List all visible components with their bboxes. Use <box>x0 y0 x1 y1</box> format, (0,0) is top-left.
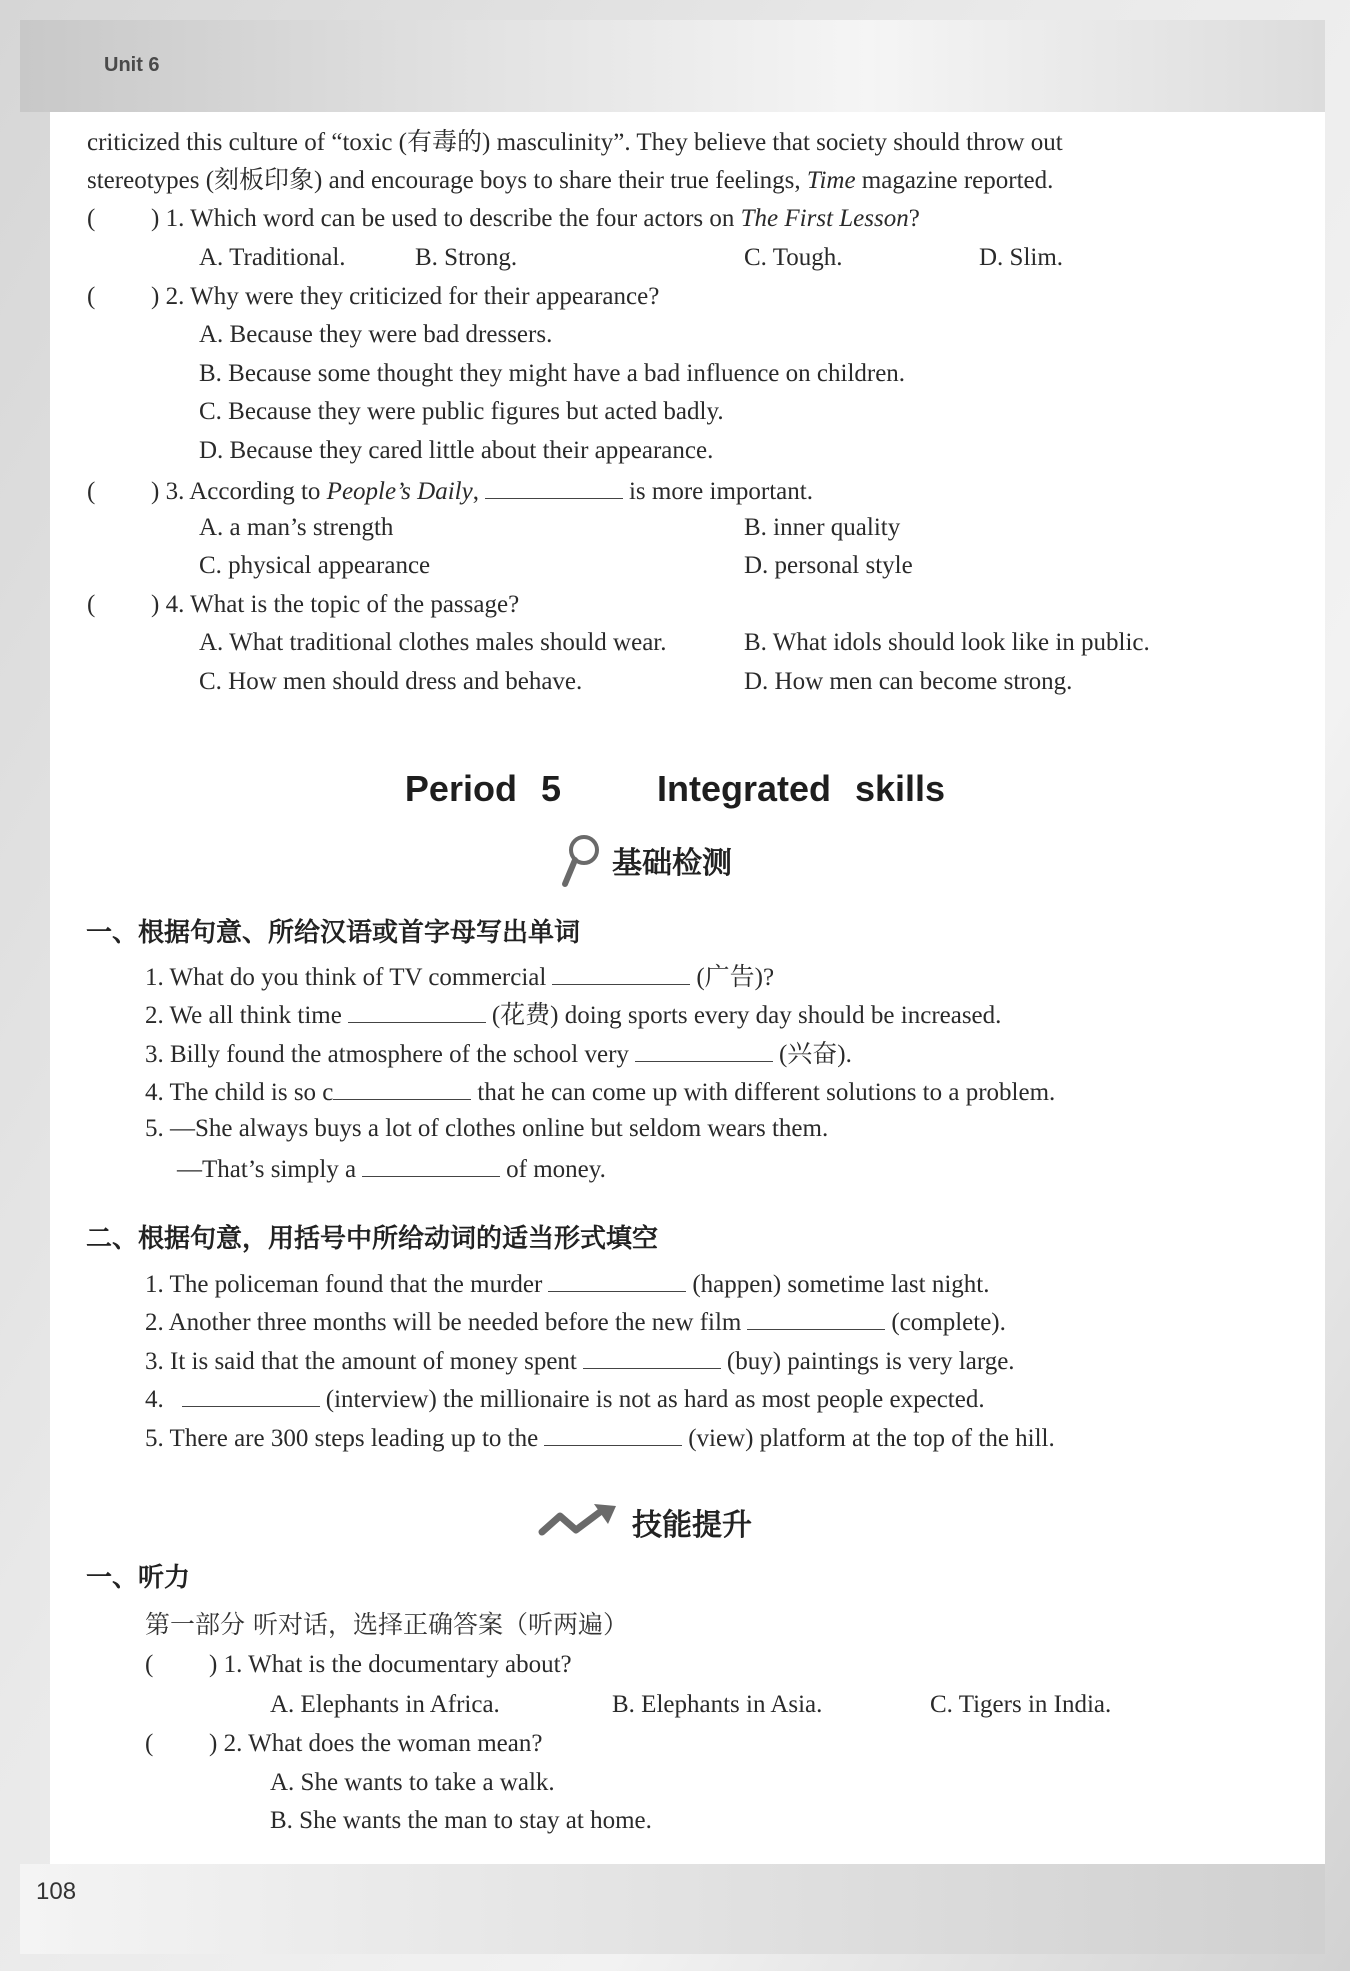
option-b: B. inner quality <box>744 514 901 541</box>
passage-line-2-text: stereotypes (刻板印象) and encourage boys to share their true feelings, <box>87 167 807 194</box>
skills-section-label: 技能提升 <box>632 1508 752 1543</box>
item-hint: (interview) the millionaire is not as hard as most people expected. <box>325 1386 985 1413</box>
part1-item-1 <box>145 960 774 993</box>
part1-item-5 <box>145 1114 828 1144</box>
option-b: B. Strong. <box>415 244 518 271</box>
unit-label: Unit 6 <box>104 54 160 76</box>
question-number: ) 2. <box>209 1730 249 1757</box>
option-c: C. Tough. <box>744 244 843 271</box>
option-d: D. Slim. <box>979 244 1064 271</box>
question-stem: What is the documentary about? <box>248 1651 572 1678</box>
option-b: B. She wants the man to stay at home. <box>270 1807 652 1834</box>
question-number: ) 3. <box>151 478 190 505</box>
item-hint: (happen) sometime last night. <box>692 1271 990 1298</box>
question-number: ) 4. <box>151 591 191 618</box>
skills-section-badge <box>538 1500 752 1544</box>
part1-item-2 <box>145 998 1001 1031</box>
option-c: C. Because they were public figures but acted badly. <box>199 398 724 425</box>
answer-blank[interactable] <box>348 998 486 1023</box>
part1-item-5-reply <box>177 1152 606 1185</box>
header-band <box>20 20 1325 112</box>
magnifier-icon <box>560 832 600 888</box>
answer-blank[interactable] <box>362 1152 500 1177</box>
answer-blank[interactable] <box>583 1344 721 1369</box>
answer-blank[interactable] <box>747 1305 885 1330</box>
passage-line-2 <box>87 166 1053 196</box>
item-text: 1. The policeman found that the murder <box>145 1271 543 1298</box>
item-text: —That’s simply a <box>177 1156 357 1183</box>
option-a: A. What traditional clothes males should wear. <box>199 629 667 656</box>
answer-paren-open: ( <box>87 205 96 232</box>
item-hint: (complete). <box>891 1309 1006 1336</box>
listening-heading: 一、听力 <box>86 1563 191 1593</box>
question-stem: Which word can be used to describe the four actors on <box>190 205 741 232</box>
magazine-name: Time <box>806 167 856 194</box>
question-stem-tail: ? <box>908 205 920 232</box>
item-text: 5. There are 300 steps leading up to the <box>145 1425 539 1452</box>
question-stem: What is the topic of the passage? <box>190 591 520 618</box>
footer-band <box>20 1864 1325 1954</box>
answer-blank[interactable] <box>485 474 623 499</box>
item-text: 5. —She always buys a lot of clothes online but seldom wears them. <box>145 1115 829 1142</box>
option-b: B. What idols should look like in public. <box>744 629 1150 656</box>
option-a: A. Because they were bad dressers. <box>199 321 553 348</box>
part1-item-4 <box>145 1075 1055 1108</box>
item-text: 3. It is said that the amount of money spent <box>145 1348 577 1375</box>
part2-item-3 <box>145 1344 1015 1377</box>
option-c: C. physical appearance <box>199 552 431 579</box>
listening-question-1 <box>145 1650 572 1680</box>
part2-heading: 二、根据句意，用括号中所给动词的适当形式填空 <box>86 1224 659 1254</box>
listening-subheading: 第一部分 听对话，选择正确答案（听两遍） <box>145 1610 628 1639</box>
option-b: B. Elephants in Asia. <box>612 1691 823 1718</box>
option-c: C. How men should dress and behave. <box>199 668 583 695</box>
reading-question-4 <box>87 590 519 620</box>
option-a: A. a man’s strength <box>199 514 394 541</box>
answer-paren-open: ( <box>145 1730 154 1757</box>
reading-question-1 <box>87 204 920 234</box>
option-a: A. Elephants in Africa. <box>270 1691 500 1718</box>
item-text: 4. The child is so c <box>145 1079 334 1106</box>
period-title: Period 5 Integrated skills <box>404 768 946 809</box>
newspaper-name: People’s Daily <box>326 478 473 505</box>
item-hint: of money. <box>506 1156 606 1183</box>
option-d: D. personal style <box>744 552 913 579</box>
question-stem: According to <box>189 478 327 505</box>
passage-line-1: criticized this culture of “toxic (有毒的) masculinity”. They believe that society should throw out <box>87 129 1063 156</box>
option-d: D. How men can become strong. <box>744 668 1073 695</box>
answer-blank[interactable] <box>552 960 690 985</box>
part1-item-3 <box>145 1037 852 1070</box>
item-hint: (兴奋). <box>778 1041 852 1068</box>
option-a: A. Traditional. <box>199 244 346 271</box>
part2-item-2 <box>145 1305 1006 1338</box>
question-number: ) 2. <box>151 283 191 310</box>
option-d: D. Because they cared little about their appearance. <box>199 437 714 464</box>
reading-question-2 <box>87 282 659 312</box>
question-number: ) 1. <box>209 1651 249 1678</box>
part1-heading: 一、根据句意、所给汉语或首字母写出单词 <box>86 918 581 948</box>
answer-paren-open: ( <box>87 591 96 618</box>
item-hint: (buy) paintings is very large. <box>726 1348 1015 1375</box>
item-text: 2. We all think time <box>145 1002 342 1029</box>
item-text: 3. Billy found the atmosphere of the school very <box>145 1041 629 1068</box>
basic-section-badge <box>560 832 732 888</box>
question-stem-comma: , <box>472 478 479 505</box>
question-stem: Why were they criticized for their appearance? <box>190 283 660 310</box>
answer-paren-open: ( <box>87 478 96 505</box>
answer-blank[interactable] <box>544 1421 682 1446</box>
answer-blank[interactable] <box>635 1037 773 1062</box>
answer-blank[interactable] <box>333 1075 471 1100</box>
item-text: 4. <box>145 1386 164 1413</box>
answer-blank[interactable] <box>182 1382 320 1407</box>
item-hint: (广告)? <box>696 964 775 991</box>
item-text: 2. Another three months will be needed before the new film <box>145 1309 742 1336</box>
part2-item-5 <box>145 1421 1055 1454</box>
item-hint: (view) platform at the top of the hill. <box>688 1425 1055 1452</box>
answer-paren-open: ( <box>87 283 96 310</box>
basic-section-label: 基础检测 <box>612 846 732 881</box>
option-a: A. She wants to take a walk. <box>270 1769 555 1796</box>
program-name: The First Lesson <box>740 205 909 232</box>
item-hint: (花费) doing sports every day should be increased. <box>491 1002 1002 1029</box>
answer-blank[interactable] <box>548 1267 686 1292</box>
option-b: B. Because some thought they might have a bad influence on children. <box>199 360 906 387</box>
part2-item-4 <box>145 1382 985 1415</box>
page-number: 108 <box>36 1878 77 1905</box>
question-stem-tail: is more important. <box>628 478 813 505</box>
question-stem: What does the woman mean? <box>248 1730 543 1757</box>
answer-paren-open: ( <box>145 1651 154 1678</box>
passage-line-2-tail: magazine reported. <box>855 167 1054 194</box>
item-hint: that he can come up with different solutions to a problem. <box>477 1079 1056 1106</box>
listening-question-2 <box>145 1729 542 1759</box>
item-text: 1. What do you think of TV commercial <box>145 964 547 991</box>
option-c: C. Tigers in India. <box>930 1691 1112 1718</box>
question-number: ) 1. <box>151 205 191 232</box>
part2-item-1 <box>145 1267 990 1300</box>
trend-arrow-icon <box>538 1502 620 1542</box>
reading-question-3 <box>87 474 813 507</box>
